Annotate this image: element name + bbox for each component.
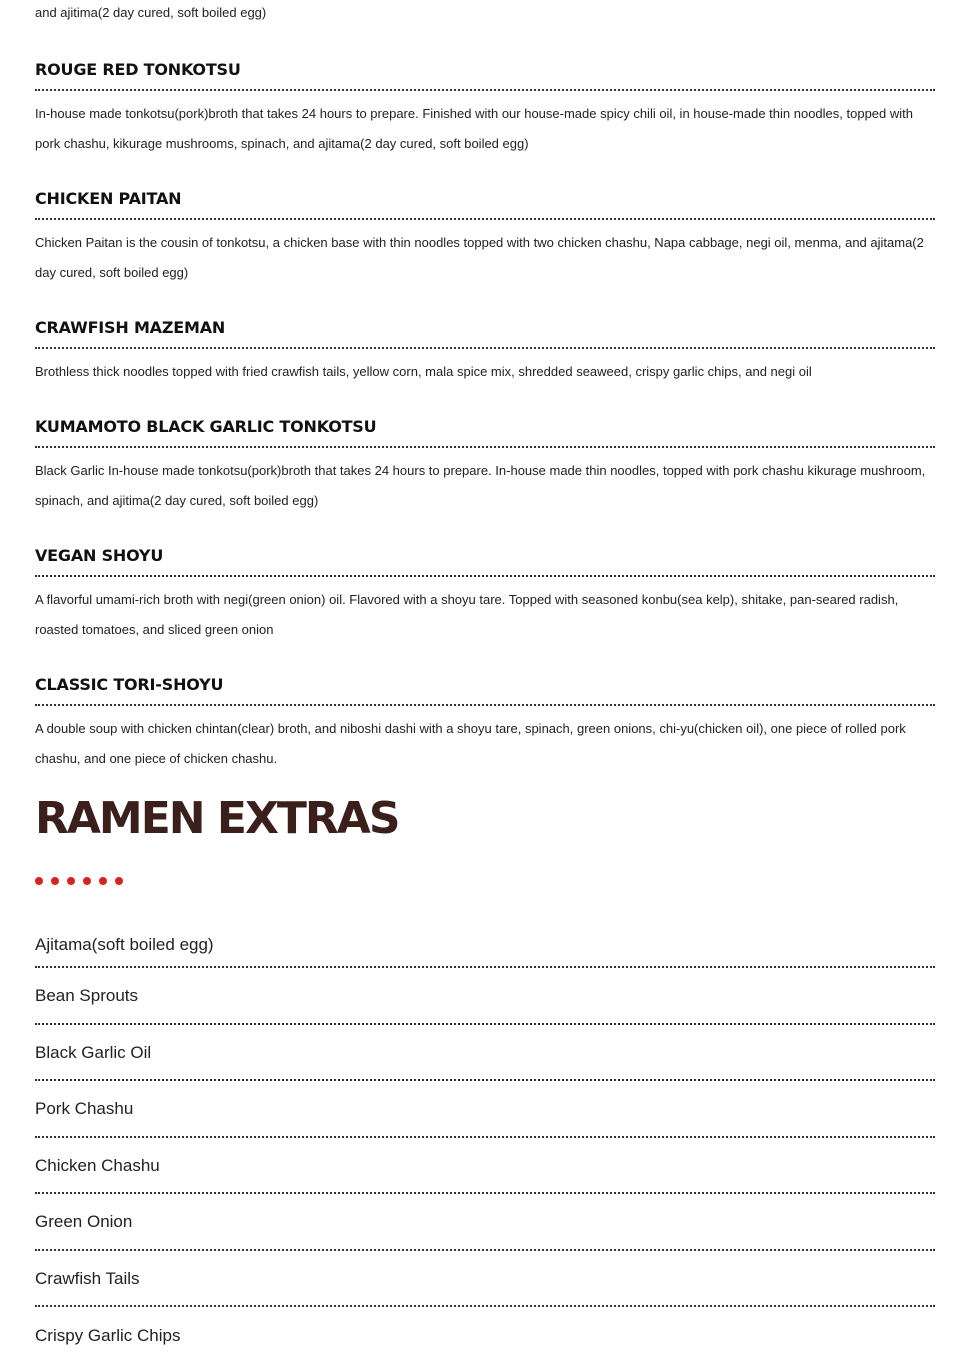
dish-title: ROUGE RED TONKOTSU (35, 57, 935, 91)
previous-dish-description-tail: and ajitima(2 day cured, soft boiled egg) (35, 5, 267, 20)
dot-icon (67, 877, 75, 885)
extra-item: Green Onion (35, 1194, 935, 1251)
dish-title: CRAWFISH MAZEMAN (35, 315, 935, 349)
dish-title: VEGAN SHOYU (35, 543, 935, 577)
dish-title: KUMAMOTO BLACK GARLIC TONKOTSU (35, 414, 935, 448)
dish-description: Chicken Paitan is the cousin of tonkotsu, a chicken base with thin noodles topped with two chicken chashu, Napa cabbage, negi oil, menma, and ajitama(2 day cured, soft boiled egg) (35, 235, 924, 280)
extra-item: Black Garlic Oil (35, 1025, 935, 1082)
menu-item-classic-tori-shoyu (35, 672, 935, 774)
ramen-extras-heading: RAMEN EXTRAS (35, 793, 399, 844)
dot-icon (115, 877, 123, 885)
dot-icon (35, 877, 43, 885)
extra-item: Crawfish Tails (35, 1251, 935, 1308)
extra-item: Pork Chashu (35, 1081, 935, 1138)
extra-item: Crispy Garlic Chips (35, 1326, 181, 1346)
dish-title: CLASSIC TORI-SHOYU (35, 672, 935, 706)
dot-icon (99, 877, 107, 885)
dish-description: A double soup with chicken chintan(clear) broth, and niboshi dashi with a shoyu tare, spinach, green onions, chi-yu(chicken oil), one piece of rolled pork chashu, and one piece of chicken chashu. (35, 721, 906, 766)
menu-item-chicken-paitan (35, 186, 935, 288)
dish-description: A flavorful umami-rich broth with negi(green onion) oil. Flavored with a shoyu tare. Topped with seasoned konbu(sea kelp), shitake, pan-seared radish, roasted tomatoes, and sliced green onion (35, 592, 899, 637)
dish-description: In-house made tonkotsu(pork)broth that takes 24 hours to prepare. Finished with our house-made spicy chili oil, in house-made thin noodles, topped with pork chashu, kikurage mushrooms, spinach, and ajitama(2 day cured, soft boiled egg) (35, 106, 913, 151)
decorative-dots-divider (35, 877, 123, 885)
dot-icon (83, 877, 91, 885)
dish-title: CHICKEN PAITAN (35, 186, 935, 220)
menu-item-kumamoto-black-garlic-tonkotsu (35, 414, 935, 516)
menu-item-crawfish-mazeman (35, 315, 935, 387)
ramen-extras-list (35, 922, 935, 1364)
dish-description: Black Garlic In-house made tonkotsu(pork)broth that takes 24 hours to prepare. In-house made thin noodles, topped with pork chashu kikurage mushroom, spinach, and ajitima(2 day cured, soft boiled egg) (35, 463, 926, 508)
extra-item: Bean Sprouts (35, 968, 935, 1025)
dot-icon (51, 877, 59, 885)
menu-item-rouge-red-tonkotsu (35, 57, 935, 159)
extra-item: Ajitama(soft boiled egg) (35, 922, 935, 968)
extra-item: Chicken Chashu (35, 1138, 935, 1195)
dish-description: Brothless thick noodles topped with fried crawfish tails, yellow corn, mala spice mix, shredded seaweed, crispy garlic chips, and negi oil (35, 364, 812, 379)
menu-item-vegan-shoyu (35, 543, 935, 645)
